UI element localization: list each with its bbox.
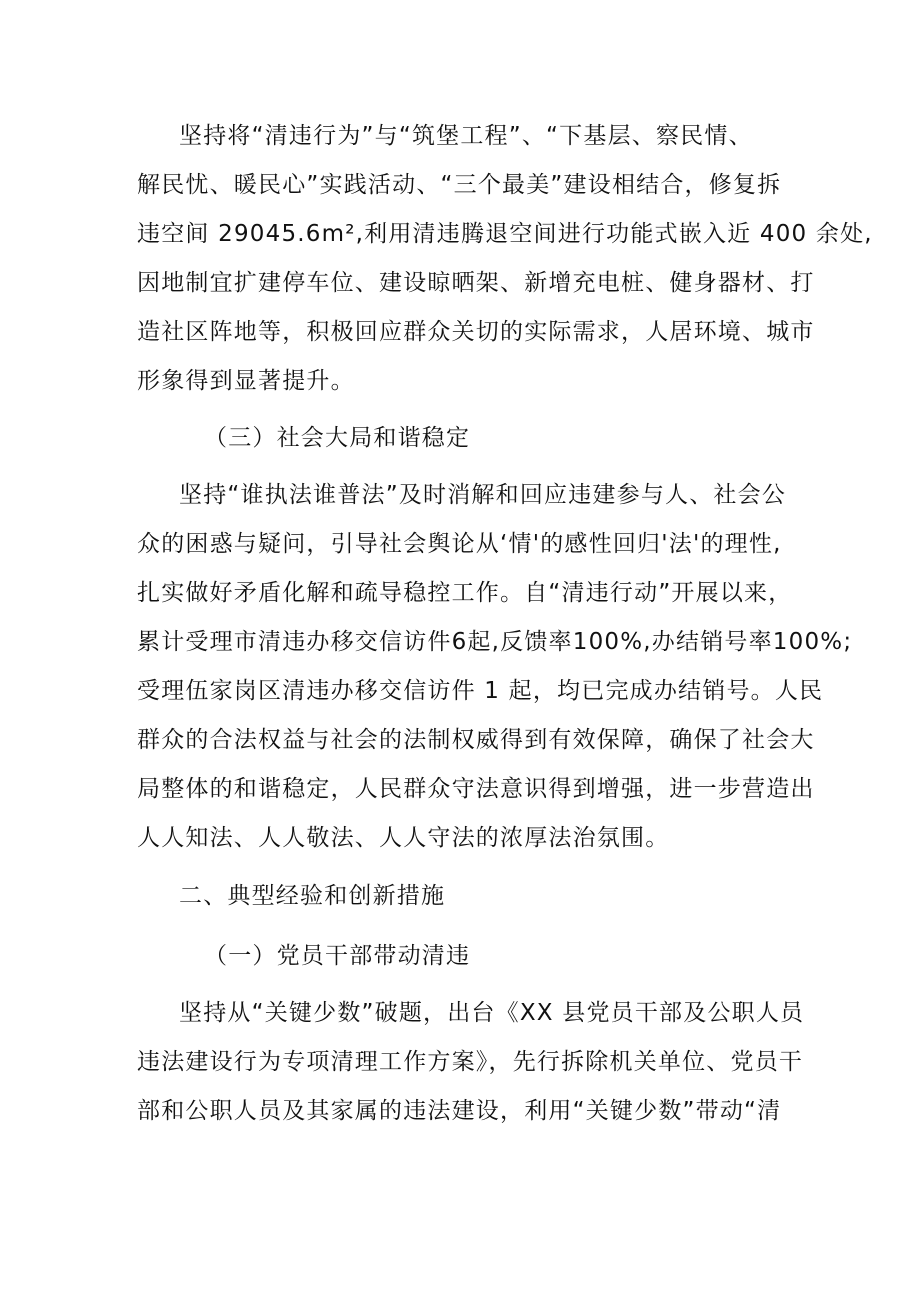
paragraph-3-line-2: 违法建设行为专项清理工作方案》，先行拆除机关单位、党员干 [137,1049,804,1075]
subheading-1: （一）党员干部带动清违 [204,943,471,969]
paragraph-1-line-1: 坚持将“清违行为”与“筑堡工程”、“下基层、察民情、 [179,123,753,149]
paragraph-1-line-3: 违空间 29045.6m²,利用清违腾退空间进行功能式嵌入近 400 余处, [137,221,873,247]
paragraph-2-line-6: 群众的合法权益与社会的法制权威得到有效保障，确保了社会大 [137,727,815,753]
paragraph-2-line-7: 局整体的和谐稳定，人民群众守法意识得到增强，进一步营造出 [137,776,815,802]
paragraph-3-line-1: 坚持从“关键少数”破题，出台《XX 县党员干部及公职人员 [179,1000,805,1026]
paragraph-3-line-3: 部和公职人员及其家属的违法建设，利用“关键少数”带动“清 [137,1098,782,1124]
paragraph-2-line-8: 人人知法、人人敬法、人人守法的浓厚法治氛围。 [137,825,670,851]
paragraph-1-line-2: 解民忧、暖民心”实践活动、“三个最美”建设相结合，修复拆 [137,172,782,198]
section-heading-2: 二、典型经验和创新措施 [179,883,446,909]
paragraph-2-line-2: 众的困惑与疑问，引导社会舆论从‘情'的感性回归'法'的理性, [137,531,782,557]
paragraph-2-line-5: 受理伍家岗区清违办移交信访件 1 起，均已完成办结销号。人民 [137,678,824,704]
subheading-3: （三）社会大局和谐稳定 [204,425,471,451]
paragraph-1-line-6: 形象得到显著提升。 [137,368,355,394]
paragraph-2-line-3: 扎实做好矛盾化解和疏导稳控工作。自“清违行动”开展以来， [137,580,793,606]
paragraph-1-line-5: 造社区阵地等，积极回应群众关切的实际需求，人居环境、城市 [137,319,815,345]
paragraph-2-line-1: 坚持“谁执法谁普法”及时消解和回应违建参与人、社会公 [179,482,787,508]
paragraph-2-line-4: 累计受理市清违办移交信访件6起,反馈率100%,办结销号率100%; [137,629,853,655]
paragraph-1-line-4: 因地制宜扩建停车位、建设晾晒架、新增充电桩、健身器材、打 [137,270,815,296]
